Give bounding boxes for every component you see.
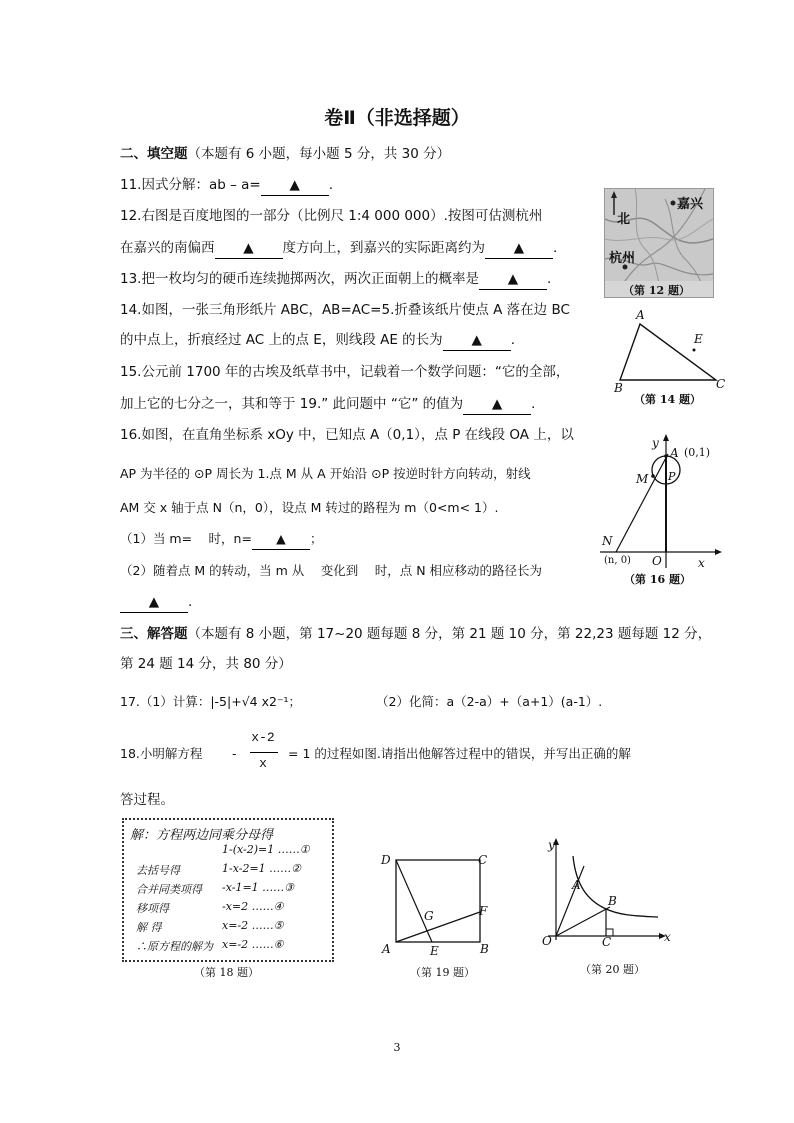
q18-denominator: x	[259, 756, 267, 771]
section2-heading	[120, 144, 450, 164]
solution-step-label: 解：方程两边同乘分母得	[130, 828, 274, 843]
question-18-rest: = 1 的过程如图.请指出他解答过程中的错误，并写出正确的解	[288, 746, 631, 761]
figure-12-map	[604, 188, 714, 298]
q12-end: .	[553, 240, 558, 256]
question-11	[120, 175, 333, 196]
triangle-marker-icon: ▲	[243, 240, 254, 256]
fig16-label-y: y	[652, 436, 659, 450]
question-14-line2	[120, 330, 515, 351]
solution-step-equation: -x-1=1 ……③	[222, 881, 295, 894]
map-jiaxing-label: 嘉兴	[677, 197, 704, 212]
fig20-label-x: x	[664, 930, 671, 944]
q11-text: 11.因式分解：ab – a=	[120, 177, 261, 193]
solution-line	[130, 843, 326, 861]
answer-blank[interactable]	[252, 529, 310, 550]
q15-text: 加上它的七分之一，其和等于 19.” 此问题中 “它” 的值为	[120, 396, 464, 412]
question-16-sub2: （2）随着点 M 的转动，当 m 从 变化到 时，点 N 相应移动的路径长为	[120, 563, 543, 578]
fig14-label-b: B	[614, 381, 623, 395]
question-16-line2: AP 为半径的 ⊙P 周长为 1.点 M 从 A 开始沿 ⊙P 按逆时针方向转动，射线	[120, 466, 531, 481]
fig19-label-f: F	[479, 904, 488, 918]
q16-sub1-end: ；	[309, 531, 323, 546]
solution-step-equation: 1-x-2=1 ……②	[222, 862, 302, 875]
q18-minus: -	[232, 746, 237, 761]
q11-end: .	[328, 177, 334, 193]
fig19-label-g: G	[424, 909, 434, 923]
question-13	[120, 269, 551, 290]
fig14-label-c: C	[716, 377, 726, 391]
q16-sub2-end: .	[188, 594, 193, 610]
fig14-label-a: A	[636, 308, 645, 322]
figure-18-solution	[122, 818, 334, 962]
question-16-sub2-answer	[120, 592, 192, 613]
fig16-label-p: P	[668, 470, 676, 483]
triangle-marker-icon: ▲	[289, 177, 300, 193]
fig20-label-b: B	[608, 894, 617, 908]
fraction-bar	[250, 752, 278, 753]
fig19-label-c: C	[478, 853, 488, 867]
fig16-label-m: M	[636, 472, 649, 486]
solution-line	[130, 938, 326, 956]
section3-heading	[120, 624, 711, 644]
answer-blank[interactable]	[120, 592, 188, 613]
solution-line	[130, 824, 326, 842]
triangle-marker-icon: ▲	[276, 531, 286, 546]
solution-line	[130, 881, 326, 899]
solution-step-equation: x=-2 ……⑤	[222, 919, 284, 932]
fig19-label-a: A	[382, 942, 391, 956]
fig16-a-coord: (0,1)	[684, 446, 711, 459]
figure-16-caption: （第 16 题）	[624, 573, 691, 586]
fig14-label-e: E	[694, 332, 703, 346]
fig20-label-o: O	[542, 934, 552, 948]
figure-18-caption: （第 18 题）	[194, 966, 259, 979]
answer-blank[interactable]	[463, 394, 531, 415]
q12-part-a: 在嘉兴的南偏西	[120, 240, 215, 256]
fig20-label-y: y	[548, 838, 555, 852]
section3-title: 三、解答题	[120, 626, 188, 642]
fig16-label-a: A	[670, 446, 679, 460]
section3-note: （本题有 8 小题，第 17~20 题每题 8 分，第 21 题 10 分，第 22,23 题每题 12 分，	[187, 626, 712, 642]
question-16-line3: AM 交 x 轴于点 N（n，0），设点 M 转过的路程为 m（0<m< 1）.	[120, 500, 499, 515]
triangle-marker-icon: ▲	[513, 240, 525, 256]
fig19-label-b: B	[480, 942, 489, 956]
figure-14-caption: （第 14 题）	[634, 393, 701, 406]
q12-part-b: 度方向上，到嘉兴的实际距离约为	[282, 240, 485, 256]
q13-end: .	[546, 271, 552, 287]
question-17-part1: 17.（1）计算：|-5|+√4 x2⁻¹；	[120, 694, 302, 709]
answer-blank[interactable]	[479, 269, 547, 290]
question-15-line2	[120, 394, 535, 415]
solution-step-equation: 1-(x-2)=1 ……①	[222, 843, 310, 856]
map-hangzhou-label: 杭州	[609, 251, 636, 266]
section-title: 卷Ⅱ（非选择题）	[324, 107, 470, 129]
fig16-label-x: x	[698, 556, 705, 570]
solution-step-equation: -x=2 ……④	[222, 900, 284, 913]
triangle-marker-icon: ▲	[491, 396, 503, 412]
question-16-line1: 16.如图，在直角坐标系 xOy 中，已知点 A（0,1），点 P 在线段 OA 上，以	[120, 427, 574, 443]
question-18-line2: 答过程。	[120, 792, 174, 808]
figure-14-triangle	[612, 312, 732, 386]
solution-step-label: ∴原方程的解为	[136, 940, 213, 953]
answer-blank[interactable]	[215, 238, 283, 259]
answer-blank[interactable]	[443, 330, 511, 351]
question-16-sub1	[120, 529, 322, 550]
page-number: 3	[393, 1041, 401, 1054]
q16-sub1-text: （1）当 m= 时，n=	[120, 531, 252, 546]
solution-step-equation: x=-2 ……⑥	[222, 938, 284, 951]
q13-text: 13.把一枚均匀的硬币连续抛掷两次，两次正面朝上的概率是	[120, 271, 479, 287]
triangle-marker-icon: ▲	[471, 332, 482, 348]
answer-blank[interactable]	[485, 238, 553, 259]
question-14-line1: 14.如图，一张三角形纸片 ABC，AB=AC=5.折叠该纸片使点 A 落在边 BC	[120, 302, 570, 318]
solution-step-label: 移项得	[136, 902, 169, 915]
solution-line	[130, 862, 326, 880]
figure-12-caption: （第 12 题）	[623, 284, 690, 297]
question-12-line1: 12.右图是百度地图的一部分（比例尺 1:4 000 000）.按图可估测杭州	[120, 208, 543, 224]
section3-note2: 第 24 题 14 分，共 80 分）	[120, 656, 292, 672]
triangle-marker-icon: ▲	[148, 594, 160, 610]
section2-note: （本题有 6 小题，每小题 5 分，共 30 分）	[187, 146, 451, 162]
solution-line	[130, 919, 326, 937]
map-north-label: 北	[617, 212, 631, 227]
fig20-label-c: C	[602, 935, 612, 949]
fig19-label-d: D	[381, 853, 391, 867]
q18-numerator: x-2	[251, 730, 275, 745]
question-15-line1: 15.公元前 1700 年的古埃及纸草书中，记载着一个数学问题：“它的全部，	[120, 364, 570, 380]
solution-step-label: 去括号得	[136, 864, 180, 877]
question-12-line2	[120, 238, 557, 259]
question-17-part2: （2）化简：a（2-a）+（a+1）(a-1）.	[376, 694, 603, 709]
fig16-n-coord: (n, 0)	[604, 555, 631, 566]
q15-end: .	[531, 396, 536, 412]
figure-19-square	[380, 852, 490, 952]
solution-step-label: 解 得	[136, 921, 162, 934]
fig16-label-n: N	[602, 534, 613, 548]
q14-text: 的中点上，折痕经过 AC 上的点 E，则线段 AE 的长为	[120, 332, 443, 348]
figure-20-caption: （第 20 题）	[580, 963, 645, 976]
fig20-label-a: A	[572, 878, 581, 892]
solution-step-label: 合并同类项得	[136, 883, 202, 896]
solution-line	[130, 900, 326, 918]
triangle-marker-icon: ▲	[507, 271, 519, 287]
section2-title: 二、填空题	[120, 146, 188, 162]
figure-19-caption: （第 19 题）	[410, 966, 475, 979]
question-18-lead: 18.小明解方程	[120, 746, 203, 761]
fig16-label-o: O	[652, 554, 662, 568]
answer-blank[interactable]	[261, 175, 329, 196]
fig19-label-e: E	[430, 944, 439, 958]
q14-end: .	[510, 332, 515, 348]
